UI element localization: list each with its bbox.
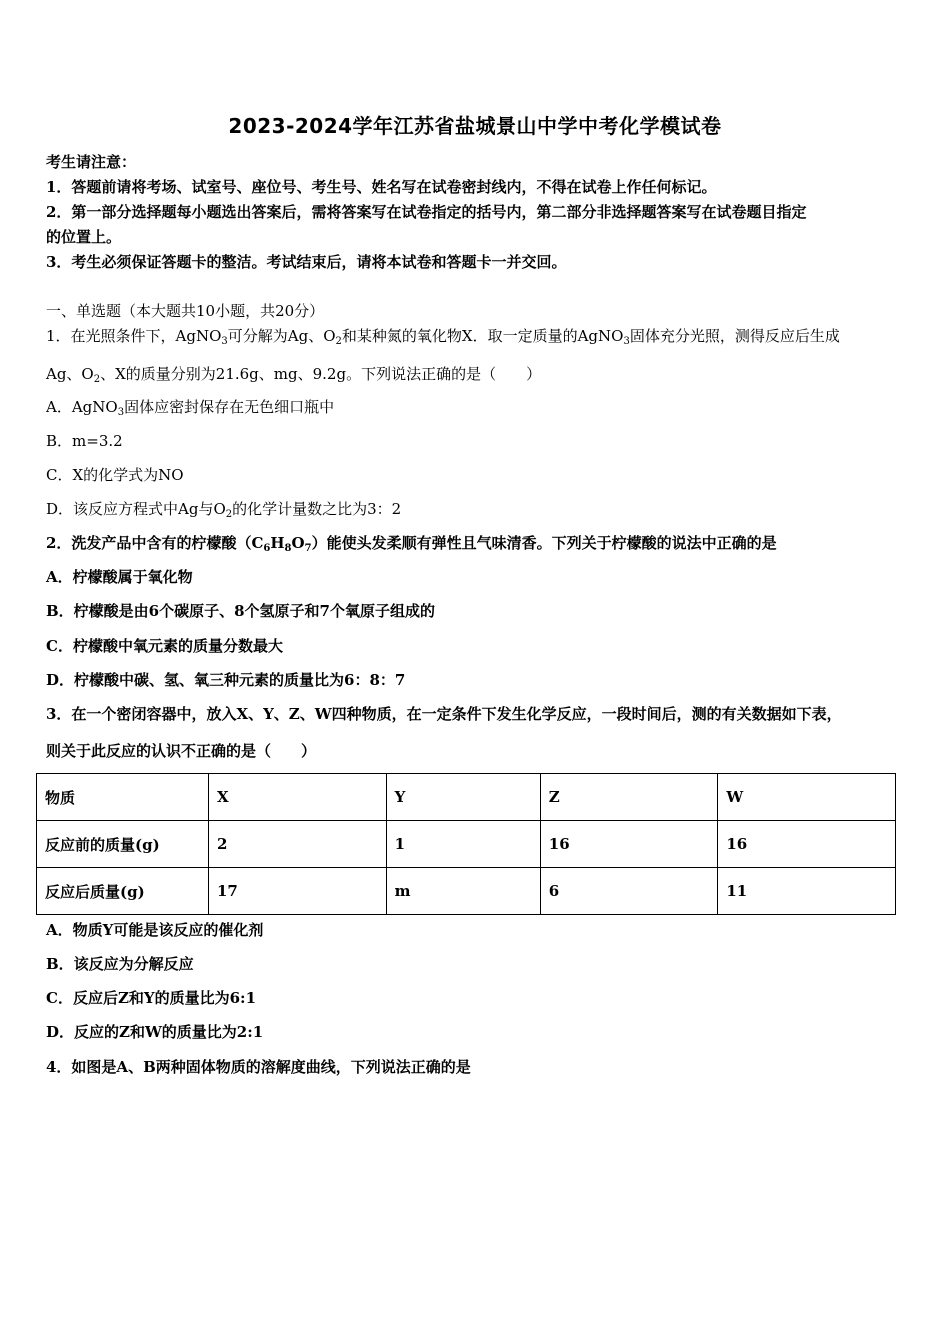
question-2-stem: 2．洗发产品中含有的柠檬酸$(C_6H_8O_7)$能使头发柔顺有弹性且气味清香。下列关于柠檬酸的说法中正确的是 — [46, 534, 777, 554]
notice-item: 2．第一部分选择题每小题选出答案后，需将答案写在试卷指定的括号内，第二部分非选择题答案写在试卷题目指定 — [46, 203, 807, 221]
question-2-option-a: A．柠檬酸属于氧化物 — [46, 568, 193, 586]
question-1-option-b: B．m=3.2 — [46, 432, 123, 450]
question-3-option-c: C．反应后Z和Y的质量比为6:1 — [46, 989, 257, 1007]
section-heading: 一、单选题（本大题共10小题，共20分） — [46, 302, 325, 320]
table-cell: 16 — [718, 821, 896, 868]
table-row — [37, 868, 896, 915]
question-3-option-d: D．反应的Z和W的质量比为2:1 — [46, 1023, 264, 1041]
table-header-cell: X — [209, 774, 387, 821]
notice-item: 1．答题前请将考场、试室号、座位号、考生号、姓名写在试卷密封线内，不得在试卷上作任何标记。 — [46, 178, 717, 196]
table-cell: 16 — [540, 821, 718, 868]
table-cell: 11 — [718, 868, 896, 915]
table-cell: 6 — [540, 868, 718, 915]
table-header-row — [37, 774, 896, 821]
table-cell: 反应后质量(g) — [37, 868, 209, 915]
table-header-cell: Y — [386, 774, 540, 821]
question-1-option-c: C．X的化学式为NO — [46, 466, 184, 484]
question-3-stem-cont: 则关于此反应的认识不正确的是（ ） — [46, 742, 317, 760]
notice-item: 的位置上。 — [46, 228, 122, 246]
table-cell: 2 — [209, 821, 387, 868]
question-1-option-d: D．该反应方程式中Ag与$O_2$的化学计量数之比为3：2 — [46, 500, 402, 520]
table-header-cell: Z — [540, 774, 718, 821]
table-cell: 1 — [386, 821, 540, 868]
question-1-stem: 1．在光照条件下，AgNO$_3$可分解为Ag、$O_2$和某种氮的氧化物X．取一定质量的AgNO$_3$固体充分光照，测得反应后生成 — [46, 327, 840, 347]
table-header-cell: W — [718, 774, 896, 821]
table-cell: 17 — [209, 868, 387, 915]
notice-heading: 考生请注意： — [46, 153, 137, 171]
table-row — [37, 821, 896, 868]
question-4-stem: 4．如图是A、B两种固体物质的溶解度曲线，下列说法正确的是 — [46, 1058, 471, 1076]
question-2-option-b: B．柠檬酸是由6个碳原子、8个氢原子和7个氧原子组成的 — [46, 602, 435, 620]
question-1-option-a: A．AgNO$_3$固体应密封保存在无色细口瓶中 — [46, 398, 335, 418]
table-cell: 反应前的质量(g) — [37, 821, 209, 868]
question-2-option-c: C．柠檬酸中氧元素的质量分数最大 — [46, 637, 283, 655]
question-1-stem-cont: Ag、$O_2$、X的质量分别为21.6g、mg、9.2g。下列说法正确的是（ ） — [46, 365, 542, 385]
page-title: 2023-2024学年江苏省盐城景山中学中考化学模试卷 — [228, 114, 722, 138]
table-header-cell: 物质 — [37, 774, 209, 821]
notice-item: 3．考生必须保证答题卡的整洁。考试结束后，请将本试卷和答题卡一并交回。 — [46, 253, 567, 271]
question-3-option-a: A．物质Y可能是该反应的催化剂 — [46, 921, 264, 939]
table-cell: m — [386, 868, 540, 915]
question-3-stem: 3．在一个密闭容器中，放入X、Y、Z、W四种物质，在一定条件下发生化学反应，一段时间后，测的有关数据如下表， — [46, 705, 842, 723]
question-2-option-d: D．柠檬酸中碳、氢、氧三种元素的质量比为6：8：7 — [46, 671, 406, 689]
mass-data-table — [36, 773, 896, 915]
question-3-option-b: B．该反应为分解反应 — [46, 955, 194, 973]
